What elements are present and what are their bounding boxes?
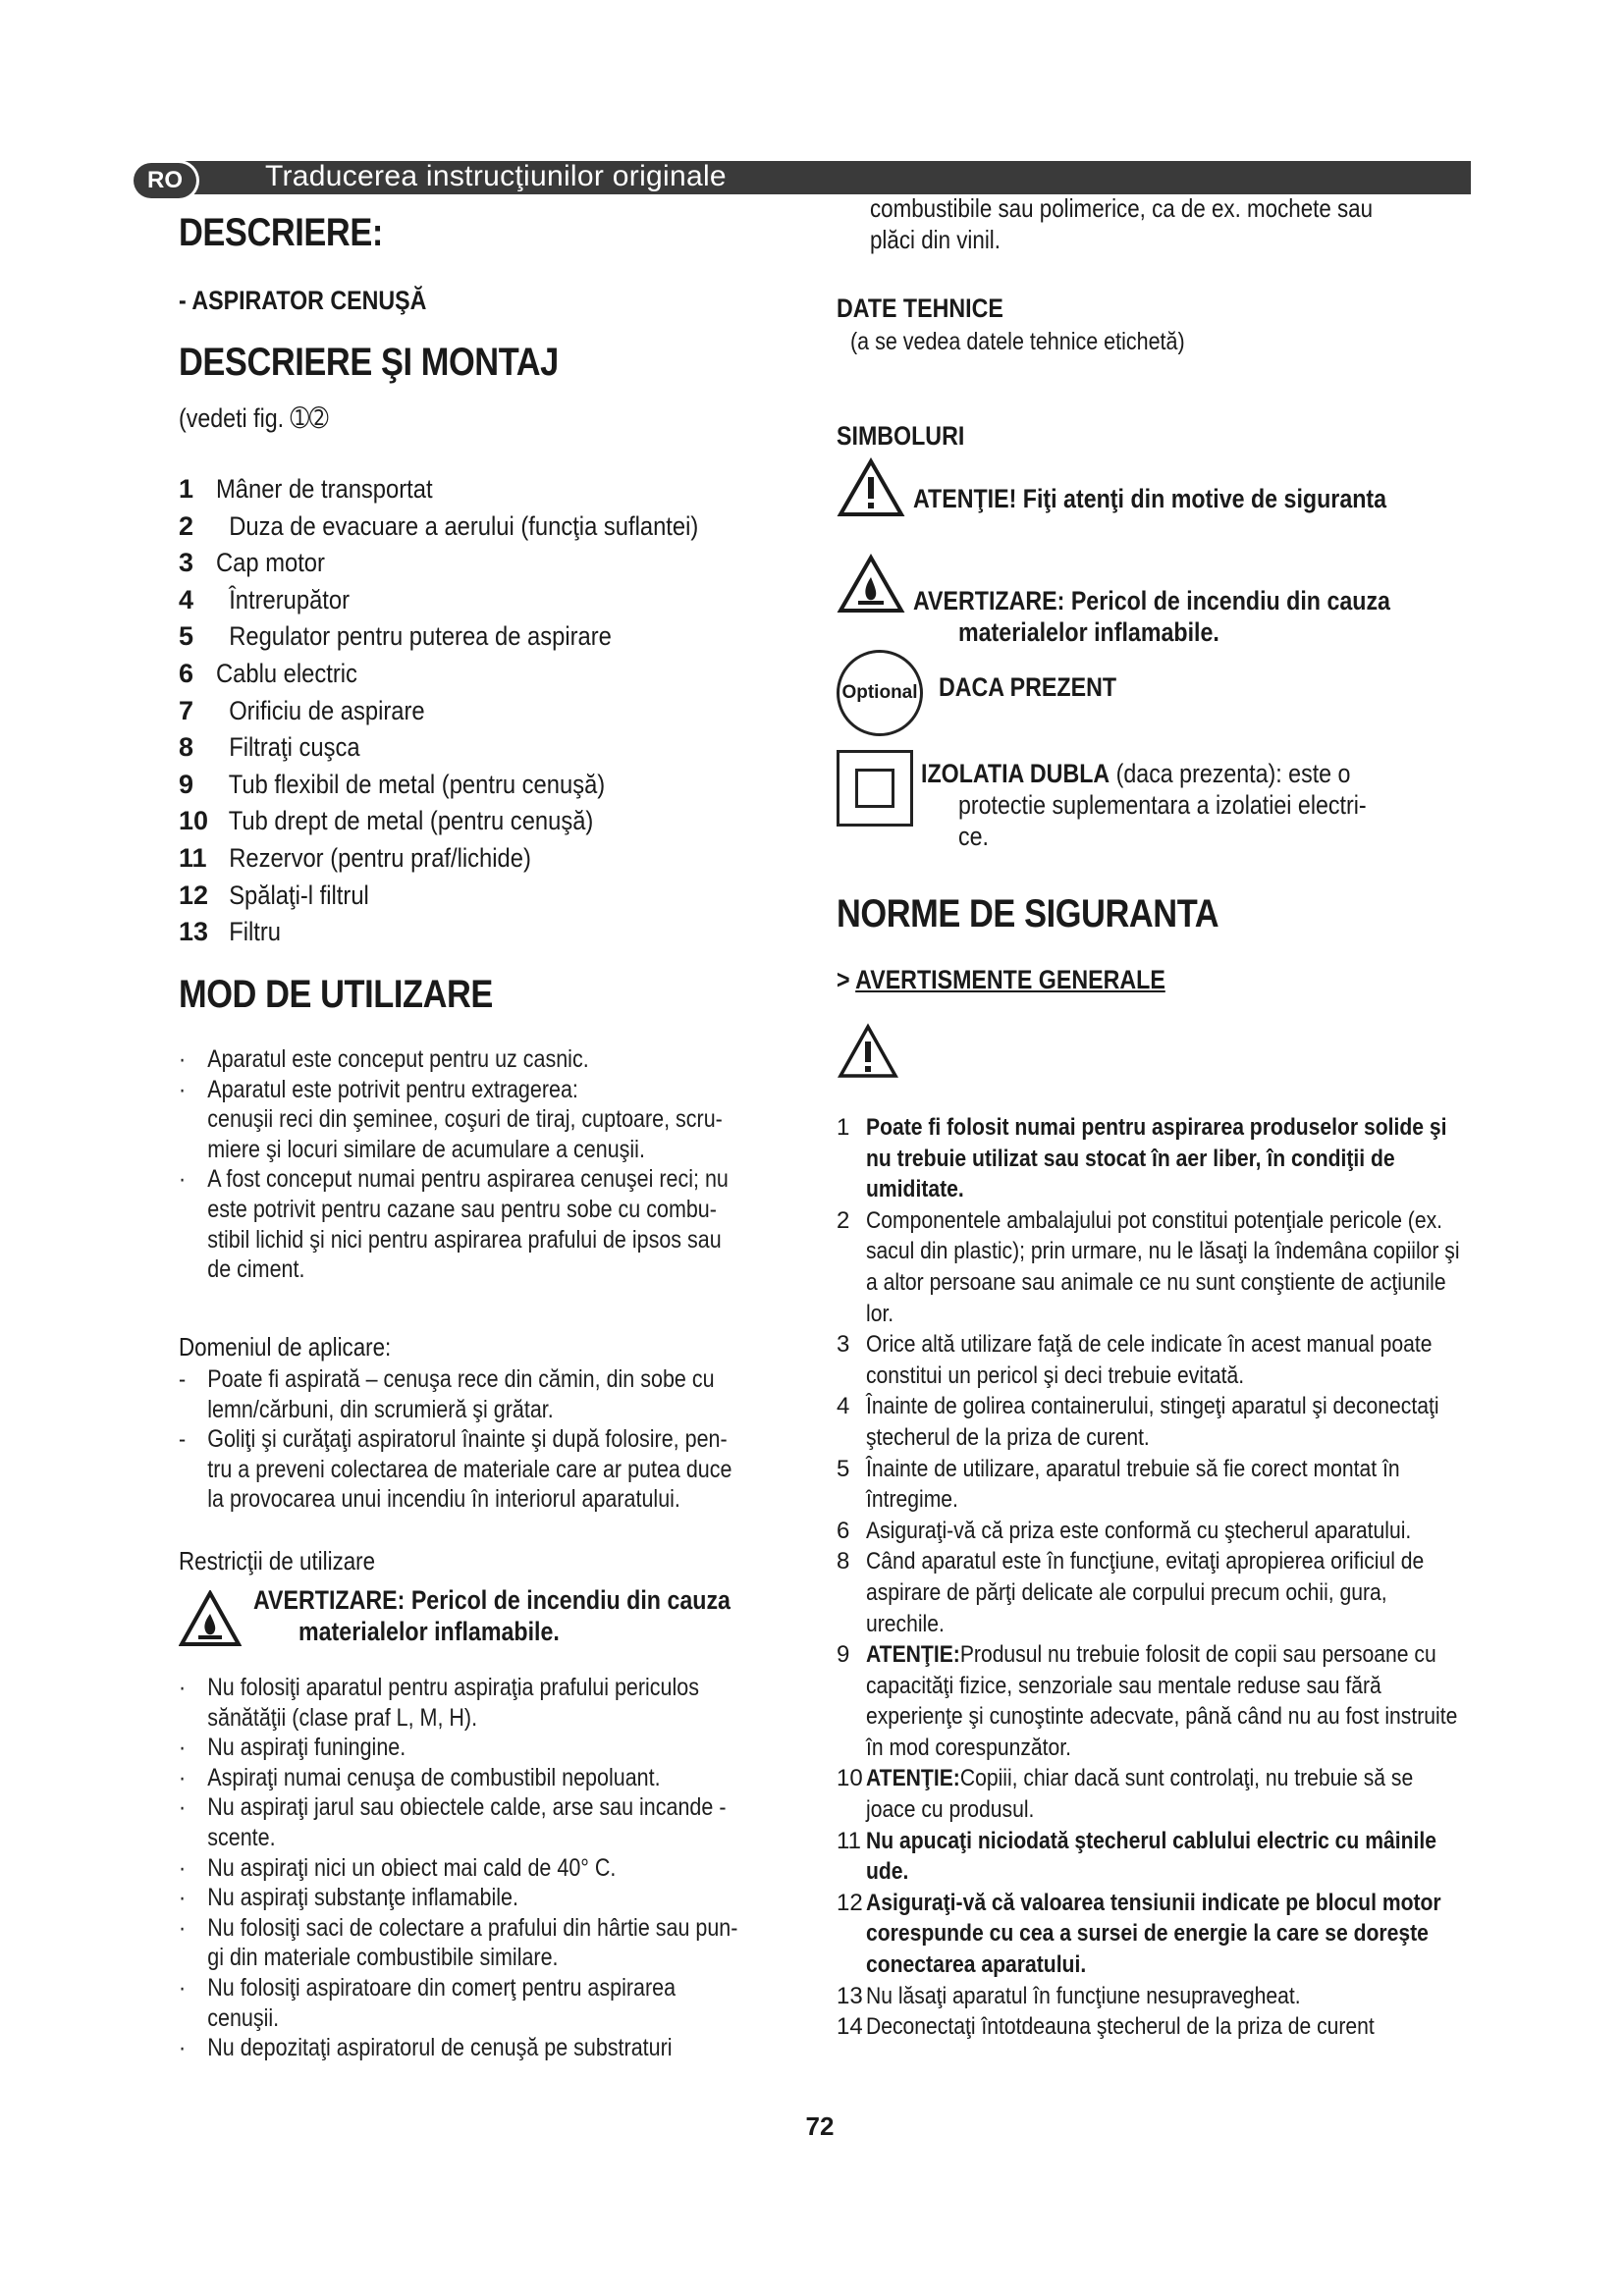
rule-text: Deconectaţi întotdeauna ştecherul de la priza de curent	[866, 2013, 1375, 2041]
part-number: 2	[179, 510, 194, 541]
part-number: 6	[179, 658, 194, 688]
part-item	[179, 471, 803, 508]
fire-symbol-icon	[837, 554, 905, 614]
text-line	[179, 1104, 723, 1135]
bullet-text: Nu aspiraţi nici un obiect mai cald de 40° C.	[207, 1853, 617, 1882]
bullet-text: cenuşii reci din şeminee, coşuri de tiraj, cuptoare, scru-	[207, 1105, 723, 1134]
part-label: Tub drept de metal (pentru cenuşă)	[216, 806, 594, 836]
part-number: 8	[179, 732, 194, 763]
safety-rule	[837, 1112, 1465, 1205]
bullet-text: Nu folosiţi aspiratoare din comerţ pentru aspirarea	[207, 1973, 677, 2002]
safety-rule	[837, 1391, 1465, 1453]
rule-text: Poate fi folosit numai pentru aspirarea produselor solide şi nu trebuie utilizat sau stocat în aer liber, în condiţii de umiditate.	[866, 1114, 1447, 1203]
text-line	[179, 1135, 716, 1165]
bullet-text: Nu folosiţi saci de colectare a prafului din hârtie sau pun-	[207, 1913, 738, 1942]
simboluri-heading: SIMBOLURI	[837, 421, 965, 451]
bullet-text: stibil lichid şi nici pentru aspirarea prafului de ipsos sau	[207, 1225, 722, 1254]
bullet-text: scente.	[207, 1823, 276, 1851]
bullet-text: Aspiraţi numai cenuşa de combustibil nepoluant.	[207, 1763, 661, 1791]
rule-text: Înainte de golirea containerului, stingeţi aparatul şi deconectaţi ştecherul de la priza de curent.	[866, 1393, 1439, 1451]
restrictii-heading: Restricţii de utilizare	[179, 1546, 376, 1575]
part-label: Întrerupător	[216, 584, 351, 614]
safety-rule	[837, 1516, 1465, 1547]
rule-text: Nu apucaţi niciodată ştecherul cablului electric cu mâinile ude.	[866, 1827, 1436, 1886]
part-label: Mâner de transportat	[216, 474, 433, 504]
domeniu-heading: Domeniul de aplicare:	[179, 1332, 392, 1362]
avertismente-heading	[837, 964, 1165, 995]
rule-number: 14	[837, 2013, 863, 2041]
text-line	[179, 1364, 716, 1395]
avertismente-prefix: >	[837, 965, 850, 994]
rule-text: Asiguraţi-vă că valoarea tensiunii indicate pe blocul motor corespunde cu cea a sursei de energie la care se doreşte conectarea aparatului.	[866, 1889, 1441, 1979]
rule-text-block	[866, 1454, 1462, 1516]
bullet-marker: ·	[179, 2034, 187, 2062]
parts-list	[179, 471, 803, 951]
text-line	[179, 2003, 716, 2034]
bullet-text: Nu depozitaţi aspiratorul de cenuşă pe substraturi	[207, 2034, 673, 2062]
text-line	[179, 1853, 716, 1884]
bullet-text: Nu aspiraţi funingine.	[207, 1734, 406, 1762]
bullet-marker: ·	[179, 1674, 187, 1701]
rule-text: Produsul nu trebuie folosit de copii sau persoane cu capacităţi fizice, senzoriale sau mentale reduse sau fără experienţe şi cunoştinte adecvate, până când nu au fost instruite în mod corespunzător.	[866, 1641, 1458, 1761]
text-line	[179, 1225, 722, 1255]
safety-rule	[837, 2011, 1465, 2043]
part-label: Spălaţi-l filtrul	[216, 880, 369, 910]
bullet-marker: ·	[179, 1763, 187, 1791]
figure-reference: (vedeti fig. ➀➁	[179, 403, 329, 433]
part-item	[179, 618, 803, 656]
double-insulation-line-1	[921, 758, 1350, 789]
text-line	[179, 1164, 729, 1195]
text-line	[179, 1673, 716, 1703]
rule-number: 9	[837, 1641, 850, 1669]
text-line	[179, 1395, 716, 1425]
part-label: Cap motor	[216, 548, 325, 578]
avertismente-label: AVERTISMENTE GENERALE	[855, 965, 1165, 994]
safety-rule	[837, 1329, 1465, 1391]
bullet-text: Nu folosiţi aparatul pentru aspiraţia prafului periculos	[207, 1674, 699, 1701]
text-line	[179, 1075, 716, 1105]
safety-rule	[837, 1826, 1465, 1888]
rule-text: Nu lăsaţi aparatul în funcţiune nesupravegheat.	[866, 1982, 1301, 2009]
general-warning-icon	[837, 1023, 899, 1080]
attention-icon	[837, 457, 905, 518]
rule-lead: ATENŢIE:	[866, 1641, 960, 1669]
safety-rule	[837, 1546, 1465, 1639]
part-item	[179, 803, 803, 840]
part-number: 3	[179, 548, 194, 578]
rule-text: Componentele ambalajului pot constitui potenţiale pericole (ex. sacul din plastic); prin urmare, nu le lăsaţi la îndemâna copiilor şi a altor persoane sau animale ce nu sunt conştiente de acţiunile lor.	[866, 1206, 1460, 1327]
bullet-text: tru a preveni colectarea de materiale care ar putea duce	[207, 1455, 732, 1483]
continued-line-1: combustibile sau polimerice, ca de ex. mochete sau	[870, 193, 1374, 223]
bullet-marker: -	[179, 1365, 187, 1393]
domeniu-block	[179, 1364, 803, 1515]
bullet-text: este potrivit pentru cazane sau pentru sobe cu combu-	[207, 1195, 717, 1223]
part-number: 1	[179, 474, 194, 504]
rule-text-block	[866, 1826, 1462, 1888]
text-line	[179, 1424, 728, 1455]
bullet-text: la provocarea unui incendiu în interiorul aparatului.	[207, 1485, 680, 1514]
part-label: Filtraţi cuşca	[216, 732, 360, 763]
rule-number: 12	[837, 1889, 863, 1916]
rule-text-block	[866, 1981, 1462, 2012]
bullet-marker: ·	[179, 1853, 187, 1882]
continued-line-2: plăci din vinil.	[870, 225, 1001, 254]
rule-number: 3	[837, 1331, 850, 1359]
bullet-text: Nu aspiraţi jarul sau obiectele calde, arse sau incande -	[207, 1793, 727, 1822]
part-label: Cablu electric	[216, 658, 357, 688]
part-item	[179, 545, 803, 582]
part-label: Rezervor (pentru praf/lichide)	[216, 842, 531, 873]
safety-rule	[837, 1454, 1465, 1516]
restrictions-block	[179, 1673, 803, 2063]
rule-text-block	[866, 1639, 1462, 1763]
part-label: Orificiu de aspirare	[216, 695, 425, 725]
date-tehnice-heading: DATE TEHNICE	[837, 294, 1003, 323]
optional-text: DACA PREZENT	[939, 672, 1117, 702]
rule-text-block	[866, 1112, 1462, 1205]
text-line	[179, 1763, 716, 1793]
double-insulation-title: IZOLATIA DUBLA	[921, 759, 1110, 788]
text-line	[179, 1703, 716, 1734]
text-line	[179, 1044, 716, 1075]
rule-number: 6	[837, 1517, 850, 1544]
rule-text-block	[866, 1546, 1462, 1639]
bullet-marker: ·	[179, 1973, 187, 2002]
rule-text: Înainte de utilizare, aparatul trebuie să fie corect montat în întregime.	[866, 1455, 1400, 1514]
text-line	[179, 1484, 716, 1515]
part-number: 13	[179, 917, 209, 947]
double-insulation-line-2: protectie suplementara a izolatiei electri-	[958, 790, 1367, 820]
bullet-marker: ·	[179, 1793, 187, 1822]
page-number: 72	[805, 2111, 835, 2141]
rule-number: 2	[837, 1206, 850, 1234]
rule-number: 1	[837, 1114, 850, 1141]
rule-number: 4	[837, 1393, 850, 1420]
optional-icon-label: Optional	[841, 682, 918, 703]
text-line	[179, 1883, 716, 1913]
mod-utilizare-heading: MOD DE UTILIZARE	[179, 973, 493, 1016]
rule-text-block	[866, 1329, 1462, 1391]
bullet-text: miere şi locuri similare de acumulare a cenuşii.	[207, 1135, 645, 1163]
text-line	[179, 1943, 716, 1973]
rule-text-block	[866, 1391, 1462, 1453]
part-item	[179, 878, 803, 915]
bullet-text: Nu aspiraţi substanţe inflamabile.	[207, 1884, 518, 1912]
part-number: 12	[179, 880, 209, 910]
part-number: 7	[179, 695, 194, 725]
rule-text-block	[866, 1516, 1462, 1547]
bullet-text: Goliţi şi curăţaţi aspiratorul înainte şi după folosire, pen-	[207, 1425, 728, 1454]
bullet-marker: ·	[179, 1884, 187, 1912]
rule-text-block	[866, 1763, 1462, 1825]
rule-lead: ATENŢIE:	[866, 1765, 960, 1792]
part-item	[179, 840, 803, 878]
header-title: Traducerea instrucţiunilor originale	[265, 160, 727, 192]
rule-number: 5	[837, 1455, 850, 1482]
part-label: Filtru	[216, 917, 282, 947]
bullet-text: sănătăţii (clase praf L, M, H).	[207, 1703, 478, 1732]
bullet-text: gi din materiale combustibile similare.	[207, 1944, 559, 1972]
rule-number: 13	[837, 1982, 863, 2009]
fire-warning-icon	[179, 1590, 242, 1647]
bullet-text: Poate fi aspirată – cenuşa rece din cămin, din sobe cu	[207, 1365, 715, 1393]
bullet-text: A fost conceput numai pentru aspirarea cenuşei reci; nu	[207, 1165, 729, 1194]
bullet-marker: -	[179, 1425, 187, 1454]
usage-block	[179, 1044, 803, 1285]
safety-rule	[837, 1639, 1465, 1763]
rule-text: Orice altă utilizare faţă de cele indicate în acest manual poate constitui un pericol şi deci trebuie evitată.	[866, 1331, 1433, 1389]
part-number: 4	[179, 584, 194, 614]
montaj-heading: DESCRIERE ŞI MONTAJ	[179, 341, 559, 384]
part-item	[179, 729, 803, 767]
descriere-item: - ASPIRATOR CENUŞĂ	[179, 286, 427, 315]
text-line	[179, 2033, 716, 2063]
part-label: Duza de evacuare a aerului (funcţia suflantei)	[216, 510, 699, 541]
double-insulation-icon	[837, 750, 913, 827]
bullet-text: Aparatul este potrivit pentru extragerea:	[207, 1075, 578, 1103]
bullet-text: de ciment.	[207, 1255, 305, 1284]
safety-rule	[837, 1981, 1465, 2012]
text-line	[179, 1733, 716, 1763]
part-number: 9	[179, 769, 194, 799]
part-item	[179, 582, 803, 619]
text-line	[179, 1913, 738, 1944]
fire-warning-text-1: AVERTIZARE: Pericol de incendiu din cauza	[253, 1585, 731, 1615]
part-label: Tub flexibil de metal (pentru cenuşă)	[216, 769, 606, 799]
rule-text: Când aparatul este în funcţiune, evitaţi apropierea orificiul de aspirare de părţi delicate ale corpului precum ochii, gura, urechile.	[866, 1548, 1425, 1637]
double-insulation-line-3: ce.	[958, 822, 989, 851]
part-item	[179, 914, 803, 951]
rule-number: 11	[837, 1827, 861, 1854]
rule-text-block	[866, 1888, 1462, 1981]
part-number: 11	[179, 842, 207, 873]
safety-rule	[837, 1888, 1465, 1981]
text-line	[179, 1973, 716, 2003]
safety-rule	[837, 1205, 1465, 1329]
rule-text-block	[866, 2011, 1462, 2043]
bullet-marker: ·	[179, 1165, 187, 1194]
part-number: 10	[179, 806, 209, 836]
part-item	[179, 693, 803, 730]
bullet-marker: ·	[179, 1734, 187, 1762]
safety-rules-list	[837, 1112, 1465, 2043]
bullet-marker: ·	[179, 1075, 187, 1103]
bullet-text: cenuşii.	[207, 2003, 280, 2032]
part-item	[179, 508, 803, 546]
text-line	[179, 1792, 727, 1823]
optional-icon	[837, 650, 923, 736]
part-number: 5	[179, 621, 194, 652]
text-line	[179, 1255, 716, 1285]
text-line	[179, 1195, 716, 1225]
fire-symbol-text-2: materialelor inflamabile.	[958, 617, 1219, 647]
descriere-heading: DESCRIERE:	[179, 211, 383, 254]
rule-text: Copiii, chiar dacă sunt controlaţi, nu trebuie să se joace cu produsul.	[866, 1765, 1414, 1824]
text-line	[179, 1823, 716, 1853]
rule-text: Asiguraţi-vă că priza este conformă cu ştecherul aparatului.	[866, 1517, 1412, 1544]
bullet-text: lemn/cărbuni, din scrumieră şi grătar.	[207, 1395, 554, 1423]
rule-number: 10	[837, 1765, 863, 1792]
rule-text-block	[866, 1205, 1462, 1329]
bullet-text: Aparatul este conceput pentru uz casnic.	[207, 1045, 589, 1073]
part-label: Regulator pentru puterea de aspirare	[216, 621, 612, 652]
norme-heading: NORME DE SIGURANTA	[837, 892, 1219, 935]
date-tehnice-text: (a se vedea datele tehnice etichetă)	[850, 328, 1185, 355]
bullet-marker: ·	[179, 1045, 187, 1073]
language-badge: RO	[134, 163, 196, 198]
attention-text: ATENŢIE! Fiţi atenţi din motive de siguranta	[913, 484, 1387, 513]
part-item	[179, 767, 803, 804]
fire-warning-text-2: materialelor inflamabile.	[298, 1617, 560, 1646]
part-item	[179, 656, 803, 693]
safety-rule	[837, 1763, 1465, 1825]
bullet-marker: ·	[179, 1913, 187, 1942]
text-line	[179, 1455, 732, 1485]
double-insulation-rest: (daca prezenta): este o	[1110, 759, 1351, 788]
rule-number: 8	[837, 1548, 850, 1575]
fire-symbol-text-1: AVERTIZARE: Pericol de incendiu din cauza	[913, 586, 1390, 615]
